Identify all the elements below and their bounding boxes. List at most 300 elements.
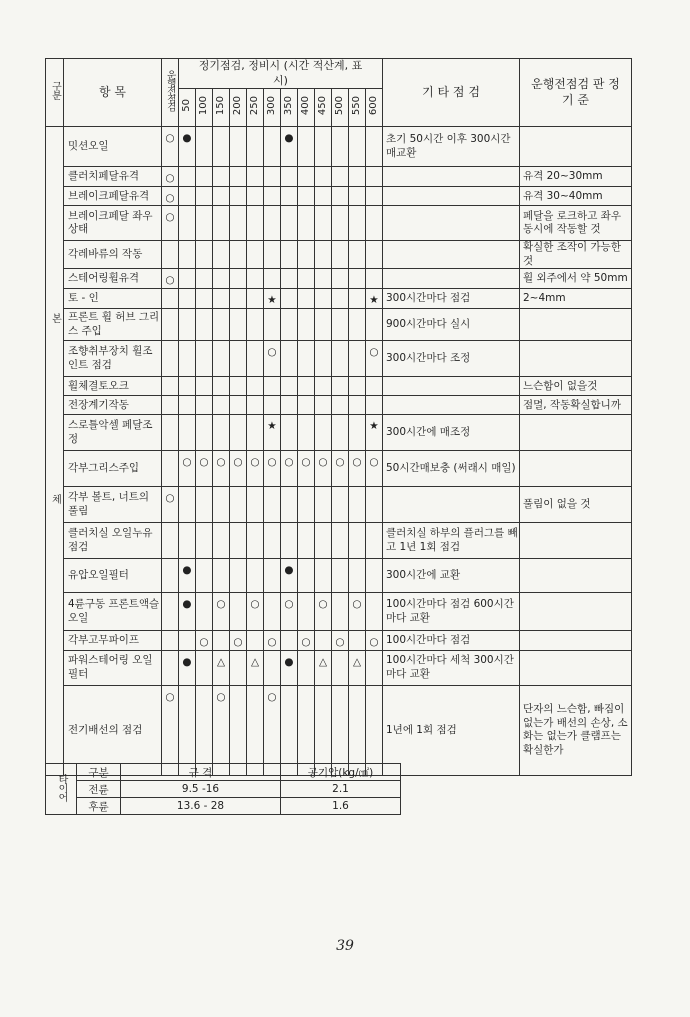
hour-mark	[196, 187, 213, 206]
pre-check-mark: ○	[162, 167, 179, 187]
hour-mark	[281, 167, 298, 187]
inspection-row	[46, 377, 632, 396]
other-inspection	[383, 187, 520, 206]
hour-mark: △	[213, 650, 230, 685]
hour-mark: ○	[179, 451, 196, 487]
hour-header: 350	[281, 89, 298, 127]
hour-mark: ○	[332, 631, 349, 650]
hour-mark	[247, 127, 264, 167]
item-name: 유압오일필터	[64, 559, 162, 593]
hour-mark	[179, 341, 196, 377]
other-inspection: 300시간마다 조정	[383, 341, 520, 377]
hour-mark	[247, 396, 264, 415]
tire-header-pressure: 공기압(kg/㎠)	[281, 764, 401, 781]
item-name: 스테어링휠유격	[64, 269, 162, 289]
pre-check-mark	[162, 341, 179, 377]
hour-mark	[179, 377, 196, 396]
hour-mark	[298, 187, 315, 206]
pre-check-mark	[162, 377, 179, 396]
hour-mark: ○	[213, 593, 230, 631]
hour-mark	[332, 377, 349, 396]
hour-mark	[264, 377, 281, 396]
hour-mark	[298, 650, 315, 685]
hour-mark	[247, 187, 264, 206]
hour-mark	[298, 415, 315, 451]
item-name: 각부고무파이프	[64, 631, 162, 650]
hour-header: 150	[213, 89, 230, 127]
hour-mark	[196, 269, 213, 289]
hour-mark: ○	[281, 593, 298, 631]
hour-mark	[298, 559, 315, 593]
judgement-criteria	[520, 127, 632, 167]
page-number: 39	[336, 938, 354, 954]
hour-mark	[230, 289, 247, 309]
hour-mark: ○	[366, 631, 383, 650]
hour-mark	[196, 559, 213, 593]
pre-check-mark: ○	[162, 127, 179, 167]
judgement-criteria	[520, 559, 632, 593]
hour-mark	[179, 631, 196, 650]
hour-header: 100	[196, 89, 213, 127]
judgement-criteria: 확실한 조작이 가능한 것	[520, 241, 632, 269]
hour-mark	[179, 309, 196, 341]
pre-check-mark	[162, 593, 179, 631]
hour-mark: ○	[247, 451, 264, 487]
hour-mark	[349, 396, 366, 415]
hour-mark	[213, 241, 230, 269]
inspection-row	[46, 127, 632, 167]
hour-mark	[264, 559, 281, 593]
hour-mark	[366, 241, 383, 269]
other-inspection: 300시간에 매조정	[383, 415, 520, 451]
judgement-criteria	[520, 415, 632, 451]
hour-mark	[179, 523, 196, 559]
hour-mark	[366, 187, 383, 206]
inspection-row	[46, 309, 632, 341]
hour-mark	[366, 559, 383, 593]
hour-mark	[366, 269, 383, 289]
hour-mark	[315, 289, 332, 309]
header-item: 항 목	[64, 59, 162, 127]
hour-mark	[332, 487, 349, 523]
hour-mark	[315, 487, 332, 523]
section-label: 본 체	[46, 127, 64, 776]
hour-mark	[230, 650, 247, 685]
hour-mark	[315, 377, 332, 396]
judgement-criteria	[520, 650, 632, 685]
hour-mark	[298, 593, 315, 631]
header-other: 기 타 점 검	[383, 59, 520, 127]
inspection-row	[46, 650, 632, 685]
hour-mark: △	[247, 650, 264, 685]
hour-mark	[315, 523, 332, 559]
pre-check-mark	[162, 559, 179, 593]
hour-mark: ★	[366, 289, 383, 309]
hour-mark	[349, 289, 366, 309]
hour-mark	[332, 559, 349, 593]
hour-mark: ○	[264, 631, 281, 650]
hour-mark	[298, 269, 315, 289]
tire-header-kind: 구분	[77, 764, 121, 781]
hour-mark	[298, 241, 315, 269]
item-name: 클러치실 오일누유점검	[64, 523, 162, 559]
judgement-criteria	[520, 309, 632, 341]
hour-mark	[247, 559, 264, 593]
item-name: 밋션오일	[64, 127, 162, 167]
judgement-criteria: 유격 20~30mm	[520, 167, 632, 187]
hour-mark	[230, 685, 247, 775]
hour-mark	[332, 127, 349, 167]
inspection-body	[46, 127, 632, 776]
hour-mark	[196, 487, 213, 523]
judgement-criteria	[520, 593, 632, 631]
hour-mark: ○	[247, 593, 264, 631]
hour-mark	[298, 377, 315, 396]
tire-spec: 13.6 - 28	[121, 798, 281, 815]
pre-check-mark	[162, 396, 179, 415]
hour-mark	[230, 396, 247, 415]
judgement-criteria: 풀림이 없을 것	[520, 487, 632, 523]
hour-mark	[349, 341, 366, 377]
hour-mark	[349, 631, 366, 650]
hour-mark	[196, 167, 213, 187]
hour-mark	[230, 341, 247, 377]
hour-mark: ★	[366, 415, 383, 451]
hour-mark	[179, 487, 196, 523]
hour-mark: ●	[179, 559, 196, 593]
hour-mark	[366, 377, 383, 396]
hour-mark	[281, 377, 298, 396]
hour-mark: ○	[264, 451, 281, 487]
other-inspection: 50시간매보충 (써래시 매일)	[383, 451, 520, 487]
judgement-criteria: 점멸, 작동확실합니까	[520, 396, 632, 415]
hour-mark	[281, 241, 298, 269]
hour-mark	[281, 341, 298, 377]
pre-check-mark: ○	[162, 206, 179, 241]
hour-mark	[230, 167, 247, 187]
item-name: 파워스테어링 오일필터	[64, 650, 162, 685]
hour-mark	[315, 127, 332, 167]
hour-mark	[315, 167, 332, 187]
hour-mark	[281, 685, 298, 775]
hour-mark	[349, 187, 366, 206]
hour-mark	[315, 206, 332, 241]
hour-mark	[213, 341, 230, 377]
hour-mark	[315, 309, 332, 341]
hour-mark	[230, 593, 247, 631]
hour-mark	[281, 309, 298, 341]
hour-mark	[247, 269, 264, 289]
hour-mark	[230, 241, 247, 269]
hour-mark	[315, 415, 332, 451]
inspection-row	[46, 451, 632, 487]
hour-mark	[281, 523, 298, 559]
hour-mark: ○	[230, 451, 247, 487]
item-name: 클러치페달유격	[64, 167, 162, 187]
item-name: 각레바류의 작동	[64, 241, 162, 269]
other-inspection	[383, 396, 520, 415]
hour-mark	[230, 269, 247, 289]
pre-check-mark	[162, 631, 179, 650]
hour-mark	[349, 377, 366, 396]
hour-mark	[298, 685, 315, 775]
hour-mark	[281, 415, 298, 451]
tire-section: 타이어	[46, 764, 77, 815]
hour-header: 50	[179, 89, 196, 127]
hour-mark	[366, 487, 383, 523]
hour-mark	[213, 559, 230, 593]
pre-check-mark: ○	[162, 685, 179, 775]
judgement-criteria: 휠 외주에서 약 50mm	[520, 269, 632, 289]
item-name: 전장계기작동	[64, 396, 162, 415]
other-inspection	[383, 487, 520, 523]
inspection-row	[46, 289, 632, 309]
pre-check-mark: ○	[162, 187, 179, 206]
hour-mark	[230, 559, 247, 593]
hour-mark	[247, 341, 264, 377]
judgement-criteria	[520, 451, 632, 487]
pre-check-mark	[162, 309, 179, 341]
hour-mark	[213, 167, 230, 187]
hour-mark	[247, 415, 264, 451]
hour-mark: ○	[298, 631, 315, 650]
tire-pressure: 2.1	[281, 781, 401, 798]
hour-mark: ○	[349, 451, 366, 487]
other-inspection	[383, 206, 520, 241]
hour-mark	[366, 650, 383, 685]
inspection-row	[46, 396, 632, 415]
hour-mark	[366, 685, 383, 775]
judgement-criteria: 2~4mm	[520, 289, 632, 309]
hour-mark: ○	[213, 685, 230, 775]
header-periodic: 정기점검, 정비시 (시간 적산계, 표시)	[179, 59, 383, 89]
hour-mark	[349, 167, 366, 187]
tire-name: 후륜	[77, 798, 121, 815]
item-name: 조향취부장치 휠조인트 점검	[64, 341, 162, 377]
inspection-row	[46, 523, 632, 559]
pre-check-mark: ○	[162, 487, 179, 523]
hour-mark	[332, 685, 349, 775]
hour-mark	[366, 593, 383, 631]
hour-mark: ○	[230, 631, 247, 650]
hour-mark: ○	[264, 341, 281, 377]
hour-mark: ●	[179, 650, 196, 685]
hour-mark	[247, 206, 264, 241]
hour-mark	[213, 377, 230, 396]
hour-mark	[315, 341, 332, 377]
hour-mark	[264, 167, 281, 187]
hour-mark	[315, 187, 332, 206]
hour-mark	[213, 206, 230, 241]
hour-mark	[332, 593, 349, 631]
tire-row	[46, 798, 401, 815]
hour-mark	[315, 269, 332, 289]
hour-mark	[349, 559, 366, 593]
hour-mark: ○	[315, 451, 332, 487]
hour-mark	[196, 309, 213, 341]
hour-mark: ●	[179, 127, 196, 167]
hour-mark: ○	[349, 593, 366, 631]
header-pre: 운행전점검	[162, 59, 179, 127]
pre-check-mark	[162, 289, 179, 309]
hour-mark	[247, 685, 264, 775]
hour-mark	[230, 187, 247, 206]
hour-mark: ○	[264, 685, 281, 775]
hour-mark	[196, 415, 213, 451]
inspection-row	[46, 241, 632, 269]
hour-mark	[213, 269, 230, 289]
hour-mark	[196, 396, 213, 415]
item-name: 브레이크페달유격	[64, 187, 162, 206]
hour-mark	[179, 289, 196, 309]
hour-mark	[179, 187, 196, 206]
pre-check-mark	[162, 241, 179, 269]
hour-mark	[366, 396, 383, 415]
other-inspection: 100시간마다 점검 600시간마다 교환	[383, 593, 520, 631]
hour-mark	[315, 631, 332, 650]
inspection-row	[46, 269, 632, 289]
hour-mark	[196, 241, 213, 269]
hour-mark	[298, 206, 315, 241]
hour-mark: ○	[315, 593, 332, 631]
inspection-row	[46, 559, 632, 593]
tire-pressure: 1.6	[281, 798, 401, 815]
judgement-criteria	[520, 341, 632, 377]
hour-mark	[349, 415, 366, 451]
hour-mark	[213, 127, 230, 167]
hour-mark	[349, 206, 366, 241]
pre-check-mark	[162, 650, 179, 685]
hour-mark	[179, 396, 196, 415]
hour-header: 550	[349, 89, 366, 127]
item-name: 휠체결토오크	[64, 377, 162, 396]
tire-spec: 9.5 -16	[121, 781, 281, 798]
hour-mark: ★	[264, 289, 281, 309]
tire-row	[46, 781, 401, 798]
hour-mark	[179, 269, 196, 289]
hour-mark	[332, 396, 349, 415]
hour-mark	[332, 206, 349, 241]
judgement-criteria: 페달을 로크하고 좌우동시에 작동할 것	[520, 206, 632, 241]
other-inspection: 1년에 1회 점검	[383, 685, 520, 775]
hour-mark	[196, 523, 213, 559]
hour-mark	[196, 650, 213, 685]
item-name: 4륜구동 프론트액슬오일	[64, 593, 162, 631]
hour-mark	[315, 559, 332, 593]
item-name: 전기배선의 점검	[64, 685, 162, 775]
hour-mark	[281, 289, 298, 309]
hour-mark	[366, 309, 383, 341]
inspection-row	[46, 187, 632, 206]
hour-mark	[196, 685, 213, 775]
hour-mark	[264, 127, 281, 167]
other-inspection: 클러치실 하부의 플러그를 빼고 1년 1회 점검	[383, 523, 520, 559]
hour-mark	[179, 206, 196, 241]
hour-mark	[247, 241, 264, 269]
hour-mark: ●	[281, 650, 298, 685]
hour-mark	[332, 415, 349, 451]
item-name: 각부 볼트, 너트의 풀림	[64, 487, 162, 523]
hour-mark	[349, 241, 366, 269]
hour-header: 400	[298, 89, 315, 127]
hour-mark	[332, 241, 349, 269]
hour-mark	[315, 241, 332, 269]
hour-mark	[179, 167, 196, 187]
hour-mark	[230, 415, 247, 451]
other-inspection: 900시간마다 실시	[383, 309, 520, 341]
hour-mark	[349, 127, 366, 167]
hour-mark: ○	[366, 451, 383, 487]
hour-header: 600	[366, 89, 383, 127]
hour-mark: ○	[196, 631, 213, 650]
hour-mark	[247, 309, 264, 341]
other-inspection	[383, 241, 520, 269]
hour-mark	[213, 415, 230, 451]
hour-mark	[247, 487, 264, 523]
inspection-row	[46, 206, 632, 241]
judgement-criteria: 유격 30~40mm	[520, 187, 632, 206]
other-inspection: 300시간에 교환	[383, 559, 520, 593]
hour-mark	[179, 241, 196, 269]
hour-mark	[196, 377, 213, 396]
other-inspection	[383, 377, 520, 396]
hour-mark	[264, 309, 281, 341]
header-judge: 운행전점검 판 정 기 준	[520, 59, 632, 127]
inspection-row	[46, 167, 632, 187]
hour-mark	[298, 487, 315, 523]
hour-mark	[315, 396, 332, 415]
hour-mark	[179, 415, 196, 451]
hour-mark: ●	[179, 593, 196, 631]
hour-header: 450	[315, 89, 332, 127]
hour-mark	[230, 309, 247, 341]
hour-mark: ○	[281, 451, 298, 487]
hour-mark	[196, 341, 213, 377]
hour-mark	[264, 241, 281, 269]
hour-mark	[264, 487, 281, 523]
hour-mark: △	[315, 650, 332, 685]
hour-mark	[196, 593, 213, 631]
hour-mark	[332, 269, 349, 289]
hour-mark	[298, 309, 315, 341]
hour-mark	[298, 127, 315, 167]
hour-mark	[196, 127, 213, 167]
hour-mark	[264, 650, 281, 685]
hour-mark: ○	[332, 451, 349, 487]
hour-mark	[349, 685, 366, 775]
hour-mark	[332, 650, 349, 685]
hour-mark	[247, 631, 264, 650]
hour-mark	[264, 396, 281, 415]
hour-mark	[332, 187, 349, 206]
hour-mark	[264, 523, 281, 559]
hour-header: 200	[230, 89, 247, 127]
hour-mark: ●	[281, 127, 298, 167]
hour-mark	[366, 523, 383, 559]
hour-mark	[264, 187, 281, 206]
tire-table	[45, 763, 401, 815]
hour-mark: ★	[264, 415, 281, 451]
hour-mark	[298, 341, 315, 377]
hour-mark	[213, 289, 230, 309]
hour-mark	[213, 631, 230, 650]
item-name: 스로틀악셀 페달조정	[64, 415, 162, 451]
hour-mark	[281, 269, 298, 289]
other-inspection: 100시간마다 세척 300시간마다 교환	[383, 650, 520, 685]
tire-header-spec: 규 격	[121, 764, 281, 781]
hour-mark	[366, 167, 383, 187]
hour-mark	[332, 523, 349, 559]
